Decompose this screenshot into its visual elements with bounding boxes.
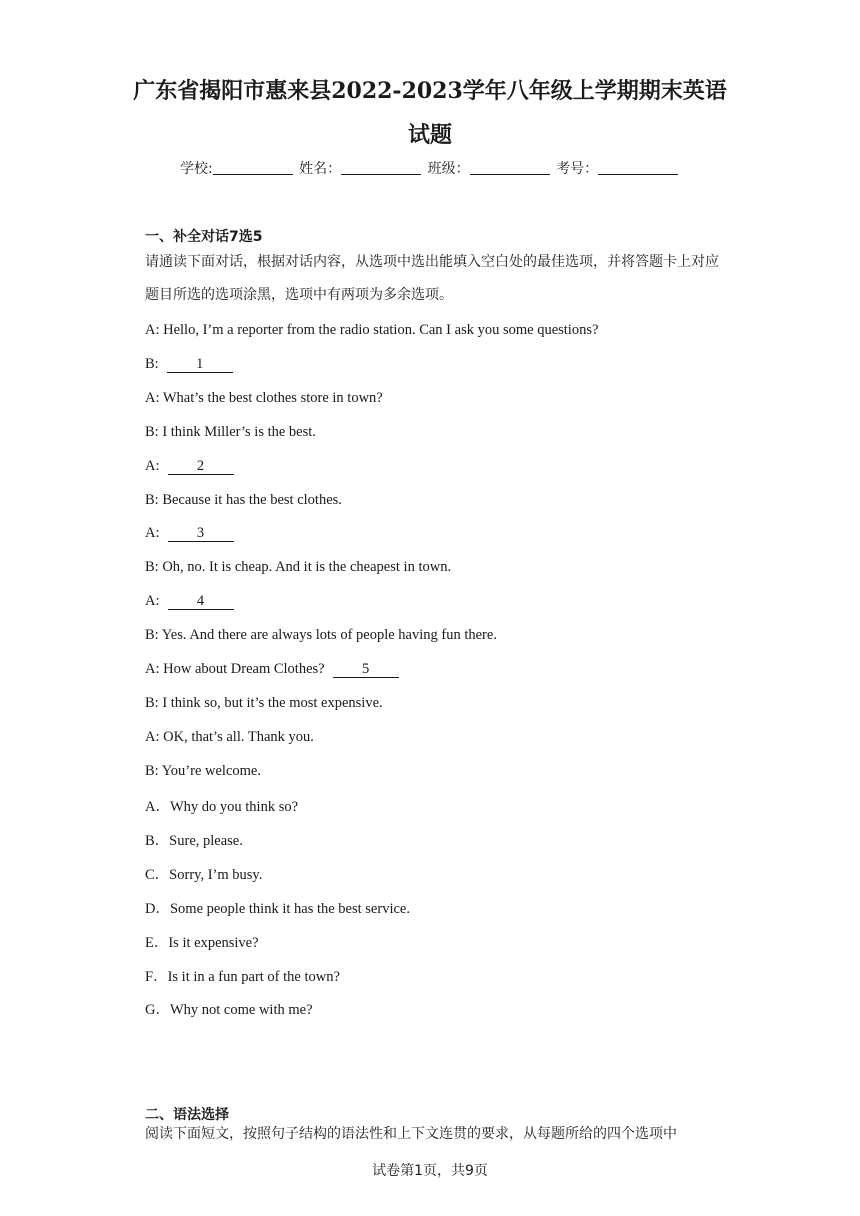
dialogue-text: A: (145, 525, 160, 542)
dialogue-text: B: Because it has the best clothes. (145, 491, 342, 508)
student-info-row (180, 158, 680, 178)
option-item: F．Is it in a fun part of the town? (145, 968, 340, 985)
dialogue-line (145, 593, 234, 610)
name-blank (341, 160, 421, 175)
dialogue-text: B: I think Miller’s is the best. (145, 423, 316, 440)
class-label: 班级： (427, 161, 470, 177)
dialogue-text: B: I think so, but it’s the most expensive. (145, 694, 383, 711)
option-item: G．Why not come with me? (145, 1002, 313, 1019)
answer-blank[interactable]: 3 (168, 525, 234, 542)
page-title-continued: 试题 (407, 122, 452, 148)
answer-blank[interactable]: 4 (168, 593, 234, 610)
page-footer: 试卷第1页，共9页 (372, 1163, 488, 1179)
dialogue-line (145, 729, 314, 746)
school-blank (213, 160, 293, 175)
option-item: C．Sorry, I’m busy. (145, 866, 263, 883)
school-label: 学校: (180, 161, 213, 177)
dialogue-text: B: (145, 355, 159, 372)
dialogue-line (145, 763, 261, 780)
dialogue-line (145, 559, 451, 576)
option-item: A．Why do you think so? (145, 799, 299, 815)
dialogue-text: B: Oh, no. It is cheap. And it is the cheapest in town. (145, 559, 452, 576)
dialogue-line (145, 492, 342, 509)
dialogue-text: B: Yes. And there are always lots of people having fun there. (145, 627, 497, 644)
dialogue-line (145, 627, 497, 644)
dialogue-line (145, 322, 598, 339)
dialogue-text: A: (145, 457, 160, 474)
dialogue-text: B: You’re welcome. (145, 762, 261, 779)
dialogue-text: A: OK, that’s all. Thank you. (145, 728, 314, 745)
section1-title: 一、补全对话7选5 (145, 229, 263, 245)
dialogue-line (145, 661, 399, 678)
section1-instructions: 请通读下面对话，根据对话内容，从选项中选出能填入空白处的最佳选项，并将答题卡上对应题目所选的选项涂黑，选项中有两项为多余选项。 (145, 254, 719, 303)
answer-blank[interactable]: 5 (333, 661, 399, 678)
answer-blank[interactable]: 1 (167, 356, 233, 373)
name-label: 姓名： (299, 161, 342, 177)
dialogue-line (145, 390, 383, 407)
dialogue-line (145, 458, 234, 475)
dialogue-line (145, 356, 233, 373)
dialogue-line (145, 695, 383, 712)
page-title: 广东省揭阳市惠来县2022-2023学年八年级上学期期末英语 (133, 78, 727, 104)
option-item: E．Is it expensive? (145, 934, 259, 951)
answer-blank[interactable]: 2 (168, 458, 234, 475)
exam-no-label: 考号： (556, 161, 599, 177)
section2-title: 二、语法选择 (145, 1107, 229, 1123)
exam-no-blank (598, 160, 678, 175)
dialogue-text: A: How about Dream Clothes? (145, 661, 325, 677)
dialogue-text: A: Hello, I’m a reporter from the radio station. Can I ask you some questions? (145, 322, 599, 338)
dialogue-text: A: What’s the best clothes store in town? (145, 389, 383, 406)
section2-instructions: 阅读下面短文，按照句子结构的语法性和上下文连贯的要求，从每题所给的四个选项中 (145, 1126, 677, 1142)
dialogue-line (145, 424, 316, 441)
dialogue-line (145, 525, 234, 542)
dialogue-text: A: (145, 593, 160, 610)
class-blank (470, 160, 550, 175)
option-item: B．Sure, please. (145, 832, 243, 849)
option-item: D．Some people think it has the best service. (145, 900, 410, 917)
